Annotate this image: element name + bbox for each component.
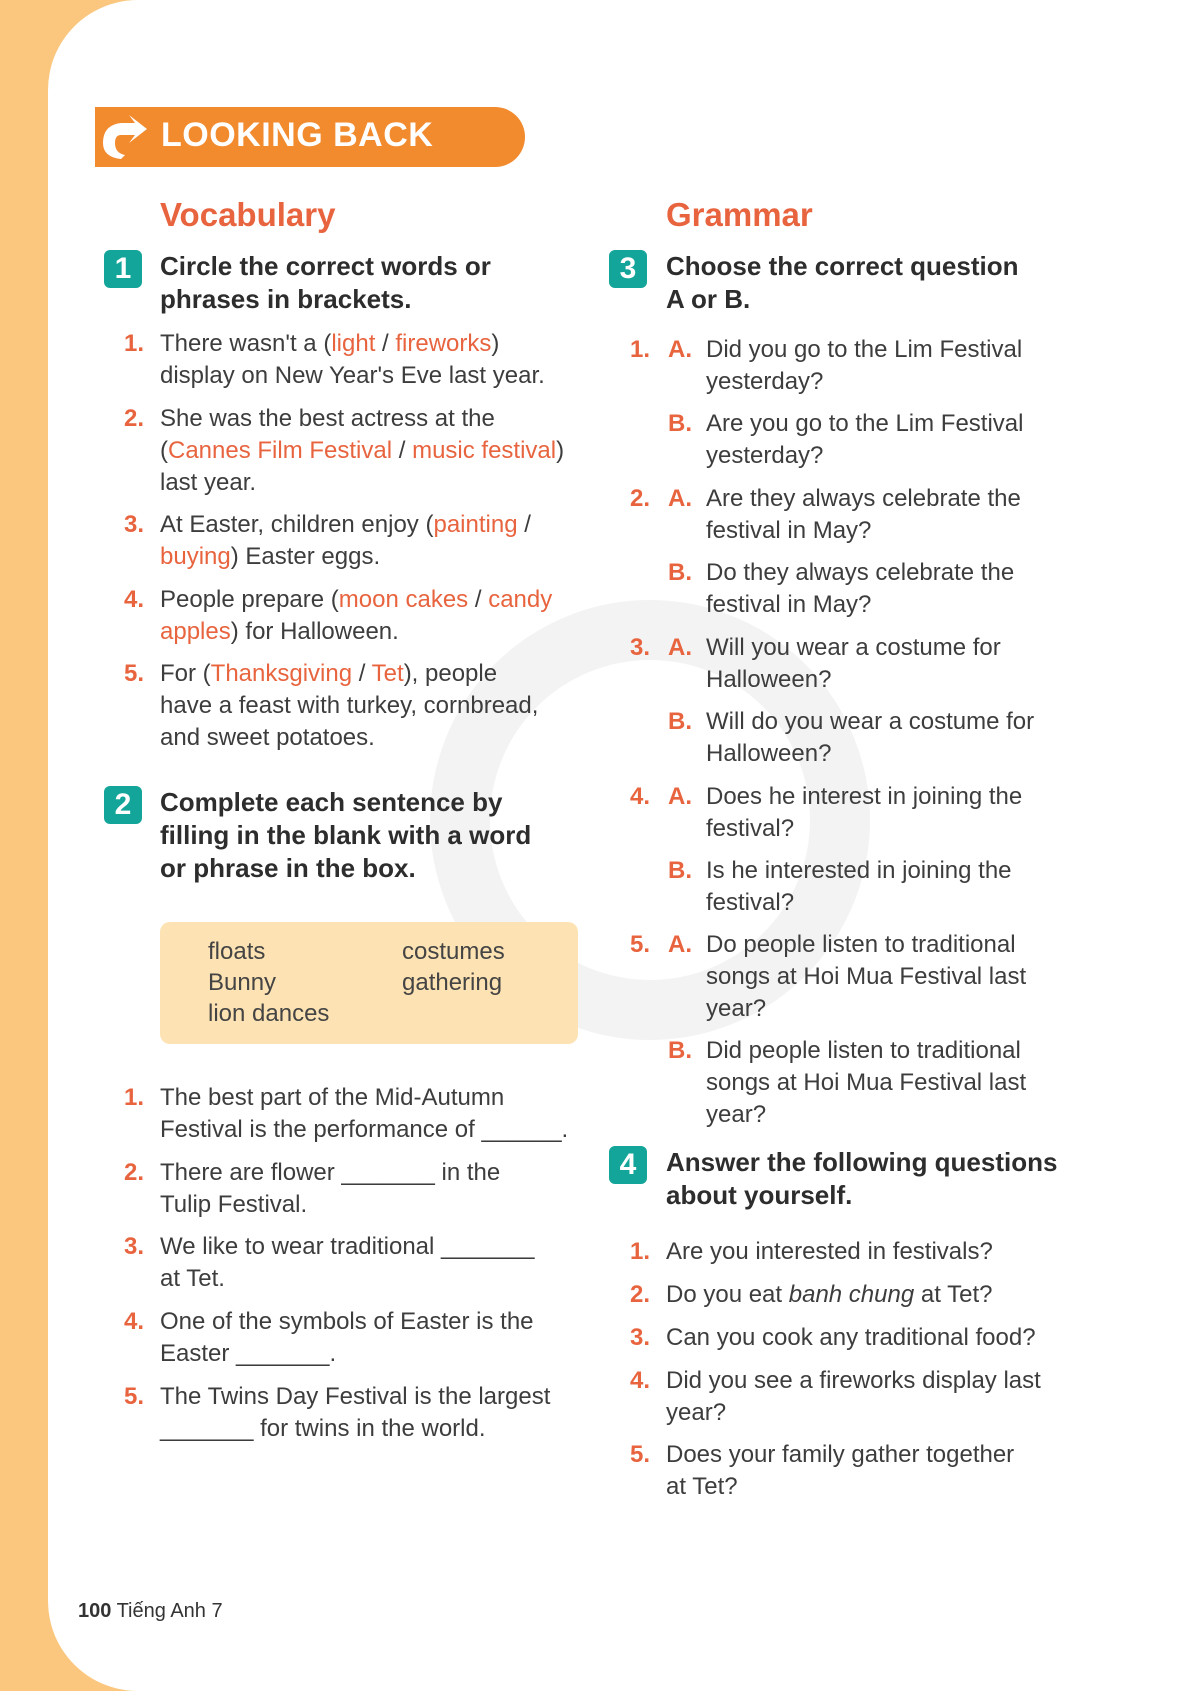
ex4-item-2: 2. Do you eat banh chung at Tet? [630, 1281, 993, 1308]
word-box-item: costumes [402, 938, 505, 965]
vocabulary-heading: Vocabulary [160, 196, 336, 233]
word-box [160, 922, 578, 1044]
ex4-item-4: 4. Did you see a fireworks display last year? [630, 1367, 1041, 1426]
word-box-item: gathering [402, 969, 503, 996]
looking-back-icon [95, 107, 153, 167]
page-number: 100 [78, 1600, 112, 1622]
ex2-item-1: 1. The best part of the Mid-Autumn Festival is the performance of ______. [124, 1084, 569, 1143]
word-box-item: lion dances [208, 1000, 330, 1027]
grammar-heading: Grammar [666, 196, 813, 233]
banner-title: LOOKING BACK [161, 116, 434, 154]
ex3-item-2: 2. A. Are they always celebrate the festival in May? B. Do they always celebrate the festival in May? [630, 485, 1021, 618]
ex3-item-5: 5. A. Do people listen to traditional songs at Hoi Mua Festival last year? B. Did people listen to traditional songs at Hoi Mua Festival last year? [630, 931, 1027, 1128]
ex1-item-3: 3. At Easter, children enjoy (painting / buying) Easter eggs. [124, 511, 531, 570]
ex1-item-2: 2. She was the best actress at the (Cannes Film Festival / music festival) last year. [124, 405, 565, 496]
ex4-item-5: 5. Does your family gather together at Tet? [630, 1441, 1015, 1500]
word-box-item: floats [208, 938, 266, 965]
ex2-item-4: 4. One of the symbols of Easter is the Easter _______. [124, 1308, 534, 1367]
book-title: Tiếng Anh 7 [116, 1600, 223, 1622]
ex2-item-5: 5. The Twins Day Festival is the largest _______ for twins in the world. [124, 1383, 551, 1442]
exercise-number-2: 2 [104, 786, 142, 824]
ex2-item-2: 2. There are flower _______ in the Tulip Festival. [124, 1159, 501, 1218]
ex3-item-3: 3. A. Will you wear a costume for Halloween? B. Will do you wear a costume for Halloween? [630, 634, 1035, 767]
ex4-item-1: 1. Are you interested in festivals? [630, 1238, 993, 1265]
exercise-1-title: Circle the correct words or phrases in brackets. [160, 251, 491, 314]
ex3-item-4: 4. A. Does he interest in joining the festival? B. Is he interested in joining the festival? [630, 783, 1023, 916]
exercise-number-3: 3 [609, 250, 647, 288]
exercise-4-title: Answer the following questions about yourself. [666, 1147, 1058, 1210]
ex3-item-1: 1. A. Did you go to the Lim Festival yesterday? B. Are you go to the Lim Festival yesterday? [630, 336, 1024, 469]
ex1-item-5: 5. For (Thanksgiving / Tet), people have a feast with turkey, cornbread, and sweet potatoes. [124, 660, 539, 751]
page-footer [78, 1600, 223, 1623]
word-box-item: Bunny [208, 969, 277, 996]
section-banner [95, 107, 525, 167]
exercise-number-1: 1 [104, 250, 142, 288]
exercise-2-title: Complete each sentence by filling in the blank with a word or phrase in the box. [160, 787, 532, 883]
ex4-item-3: 3. Can you cook any traditional food? [630, 1324, 1036, 1351]
ex1-item-1: 1. There wasn't a (light / fireworks) display on New Year's Eve last year. [124, 330, 545, 389]
exercise-3-title: Choose the correct question A or B. [666, 251, 1019, 314]
ex1-item-4: 4. People prepare (moon cakes / candy apples) for Halloween. [124, 586, 553, 645]
ex2-item-3: 3. We like to wear traditional _______ at Tet. [124, 1233, 535, 1292]
exercise-number-4: 4 [609, 1146, 647, 1184]
